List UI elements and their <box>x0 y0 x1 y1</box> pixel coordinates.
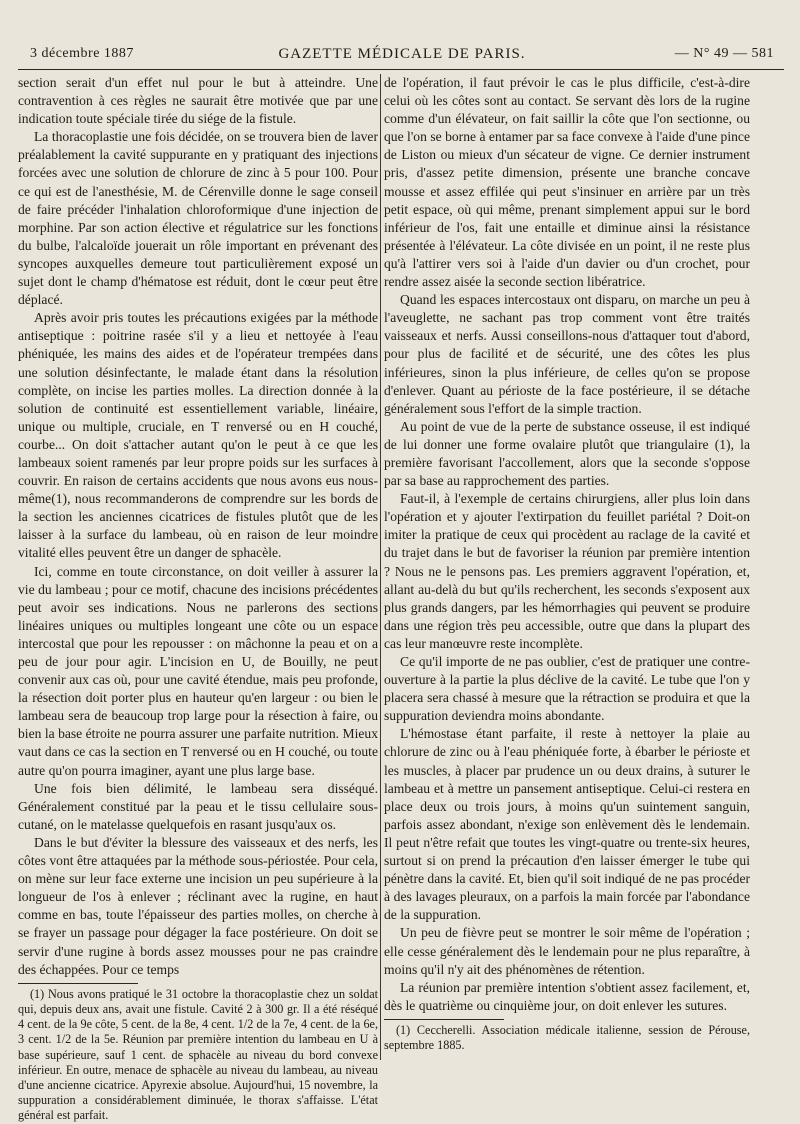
paragraph: La thoracoplastie une fois décidée, on se trouvera bien de laver préalablement la cavité suppurante en y pratiquant des injections forcées avec une solution de chlorure de zinc à 5 pour 100. Pour ce qui est de l'anesthésie, M. de Cérenville donne le sage conseil de faire précéder l'inhalation chloroformique d'une injection de morphine. Par son action élective et régulatrice sur les fonctions du bulbe, l'alcaloïde jouerait un rôle important en prévenant des syncopes auxquelles demeure tout particulièrement exposé un sujet dont le champ d'hématose est réduit, dont le cœur peut être déplacé. <box>18 129 378 308</box>
issue-number: — N° 49 — 581 <box>674 46 774 61</box>
paragraph: Faut-il, à l'exemple de certains chirurgiens, aller plus loin dans l'opération et y ajouter l'extirpation du feuillet pariétal ? Doit-on imiter la pratique de ceux qui procèdent au raclage de la cavité et du trajet dans le but de favoriser la réunion par première intention ? Nous ne le pensons pas. Les premiers aggravent l'opération, et, allant au-delà du but qu'ils recherchent, les seconds s'exposent aux plus grands dangers, par les hémorrhagies qui peuvent se produire dans une région très peu accessible, outre que dans la plupart des cas leur manœuvre reste incomplète. <box>384 491 750 651</box>
footnote <box>18 987 378 1124</box>
footnote <box>384 1023 750 1053</box>
page-header <box>30 46 774 68</box>
right-column <box>384 74 750 1060</box>
paragraph: L'hémostase étant parfaite, il reste à nettoyer la plaie au chlorure de zinc ou à l'eau phéniquée forte, à ébarber le périoste et les muscles, à placer par prudence un ou deux drains, à suturer le lambeau et à mettre un pansement antiseptique. Celui-ci restera en place deux ou trois jours, à moins qu'un suintement sanguin, parfois assez abondant, n'exige son enlèvement dès le lendemain. Il peut n'être refait que toutes les vingt-quatre ou trente-six heures, surtout si on prend la précaution d'en laisser émerger le tube qui pénètre dans la cavité. Et, bien qu'il soit indiqué de ne pas procéder à des lavages pleuraux, on a parfois la main forcée par l'abondance de la suppuration. <box>384 726 750 923</box>
paragraph: Quand les espaces intercostaux ont disparu, on marche un peu à l'aveuglette, ne sachant pas trop comment vont être traités vaisseaux et nerfs. Aussi conseillons-nous d'attaquer tout d'abord, pour plus de facilité et de sécurité, une des côtes les plus inférieures, sinon la plus inférieure, de celles qu'on se propose d'enlever. Quant au périoste de la face postérieure, il se détache généralement sous l'effort de la simple traction. <box>384 292 750 416</box>
footnote-rule <box>384 1019 504 1020</box>
paragraph: La réunion par première intention s'obtient assez facilement, et, dès le quatrième ou cinquième jour, on doit enlever les sutures. <box>384 979 750 1013</box>
footnote-rule <box>18 983 138 984</box>
paragraph: Un peu de fièvre peut se montrer le soir même de l'opération ; elle cesse généralement dès le lendemain pour ne plus reparaître, à moins qu'il n'y ait des phénomènes de rétention. <box>384 925 750 977</box>
footnote-text: (1) Ceccherelli. Association médicale italienne, session de Pérouse, septembre 1885. <box>384 1022 750 1053</box>
left-column <box>18 74 378 1123</box>
paragraph: de l'opération, il faut prévoir le cas le plus difficile, c'est-à-dire celui où les côtes sont au contact. Se servant dès lors de la rugine comme d'un élévateur, on fait saillir la côte que l'on sectionne, ou que l'on se borne à entamer par sa face convexe à l'aide d'une pince de Liston ou mieux d'un sécateur de vigne. Ce dernier instrument pris, d'assez petite dimension, présente une branche concave mousse et assez effilée qui peut s'insinuer en arrière par un très petit espace, où qui même, prenant simplement appui sur le bord inférieur de l'os, fait une entaille et diminue ainsi la résistance présentée à l'élévateur. La côte divisée en un point, il ne reste plus qu'à l'attirer vers soi à l'aide d'un davier ou d'un crochet, pour rendre assez aisée la seconde section libératrice. <box>384 75 750 290</box>
paragraph: Une fois bien délimité, le lambeau sera disséqué. Généralement constitué par la peau et le tissu cellulaire sous-cutané, on le matelasse quelquefois en rasant jusqu'aux os. <box>18 780 378 832</box>
footnote-text: (1) Nous avons pratiqué le 31 octobre la thoracoplastie chez un soldat qui, depuis deux ans, avait une fistule. Cavité 2 à 300 gr. Il a été réséqué 4 cent. de la 9e côte, 5 cent. de la 8e, 4 cent. 1/2 de la 7e, 4 cent. de la 6e, 3 cent. 1/2 de la 5e. Réunion par première intention du lambeau en U à base supérieure, sauf 1 cent. de sphacèle au niveau du bord convexe inférieur. En outre, menace de sphacèle au niveau du lambeau, au niveau d'une ancienne cicatrice. Apyrexie absolue. Aujourd'hui, 15 novembre, la suppuration a considérablement diminuée, le thorax s'affaisse. L'état général est parfait. <box>18 986 378 1123</box>
paragraph: Dans le but d'éviter la blessure des vaisseaux et des nerfs, les côtes vont être attaquées par la méthode sous-périostée. Pour cela, on mène sur leur face externe une incision un peu supérieure à la longueur de l'os à enlever ; réclinant avec la rugine, en haut comme en bas, toute l'épaisseur des parties molles, on cherche à se frayer un passage pour dégager la face postérieure. On doit se servir d'une rugine à bords assez mousses pour ne pas craindre des échappées. Pour ce temps <box>18 834 378 977</box>
text-columns <box>18 74 784 1123</box>
journal-title: GAZETTE MÉDICALE DE PARIS. <box>278 46 526 62</box>
paragraph: Après avoir pris toutes les précautions exigées par la méthode antiseptique : poitrine rasée s'il y a lieu et nettoyée à l'eau phéniquée, les mains des aides et de l'opérateur trempées dans une solution désinfectante, le malade étant dans la résolution complète, on incise les parties molles. La direction donnée à la solution de continuité est essentiellement variable, linéaire, unique ou multiple, cruciale, en T renversé ou en H couché, courbe... On doit s'attacher autant qu'on le peut à ce que les lambeaux soient ramenés par leur propre poids sur les surfaces à couvrir. En raison de certains accidents que nous avons eus nous-même(1), nous recommanderons de comprendre sur les bords de la section les anciennes cicatrices de fistules plutôt que de les laisser à la surface du lambeau, où en raison de leur moindre vitalité elles peuvent être un danger de sphacèle. <box>18 310 378 561</box>
column-divider <box>380 74 381 1060</box>
paragraph: Ce qu'il importe de ne pas oublier, c'est de pratiquer une contre-ouverture à la partie la plus déclive de la cavité. Le tube que l'on y placera sera chassé à mesure que la rétraction se produira et que la suppuration deviendra moins abondante. <box>384 654 750 724</box>
paragraph: Au point de vue de la perte de substance osseuse, il est indiqué de lui donner une forme ovalaire plutôt que triangulaire (1), la première favorisant l'accollement, alors que la seconde s'oppose par sa base au rapprochement des parties. <box>384 418 750 489</box>
paragraph: section serait d'un effet nul pour le but à atteindre. Une contravention à ces règles ne saurait être motivée que par une indication toute spéciale tirée du siége de la fistule. <box>18 75 378 127</box>
issue-date: 3 décembre 1887 <box>30 46 134 61</box>
header-rule <box>18 69 784 70</box>
paragraph: Ici, comme en toute circonstance, on doit veiller à assurer la vie du lambeau ; pour ce motif, chacune des incisions précédentes peut avoir ses indications. Nous ne parlerons des sections linéaires uniques ou multiples longeant une côte ou un espace intercostal que pour les repousser : on mâchonne la peau et on a peu de jour pour agir. L'incision en U, de Bouilly, ne peut convenir aux cas où, pour une cavité étendue, mais peu profonde, la résection doit porter plus en hauteur qu'en largeur : ou bien le lambeau sera de beaucoup trop large pour la résection à faire, ou bien la base étroite ne pourra assurer une parfaite nutrition. Mieux vaut dans ce cas la section en T renversé ou en H couché, ou toute autre qu'on pourra imaginer, ayant une plus large base. <box>18 563 378 778</box>
